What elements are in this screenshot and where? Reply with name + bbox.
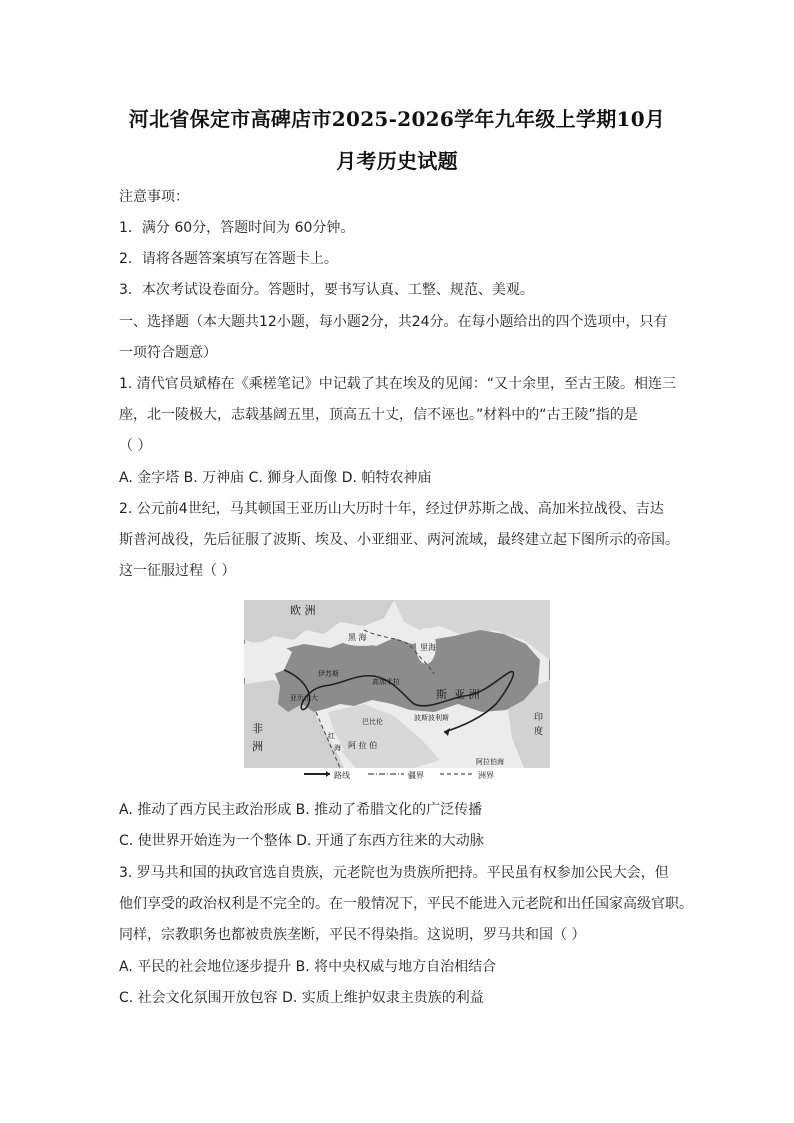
question-3-line2: 他们享受的政治权利是不完全的。在一般情况下，平民不能进入元老院和出任国家高级官职。 [119,896,693,912]
question-1-line3: （ ） [119,438,152,454]
legend-continent-label: 洲界 [478,771,494,780]
question-2-options-line2: C. 使世界开始连为一个整体 D. 开通了东西方往来的大动脉 [119,833,484,849]
label-europe: 欧 洲 [290,604,316,617]
label-issus: 伊苏斯 [318,670,339,678]
note-item-2: 2．请将各题答案填写在答题卡上。 [119,251,338,267]
alexander-empire-map [244,600,550,780]
question-1-options: A. 金字塔 B. 万神庙 C. 狮身人面像 D. 帕特农神庙 [119,470,432,486]
question-1-line1: 1. 清代官员斌椿在《乘槎笔记》中记载了其在埃及的见闻：“又十余里，至古王陵。相连三 [119,376,677,392]
question-2-line3: 这一征服过程（ ） [119,563,236,579]
page-title-line2: 月考历史试题 [336,149,458,173]
note-item-1: 1．满分 60分，答题时间为 60分钟。 [119,220,355,236]
legend-strip [244,768,550,780]
label-india-2: 度 [534,727,544,737]
label-arabian-sea: 阿拉伯海 [476,758,504,766]
label-red-sea-1: 红 [328,732,335,740]
question-3-options-line1: A. 平民的社会地位逐步提升 B. 将中央权威与地方自治相结合 [119,959,497,975]
legend-border-label: 疆界 [408,771,424,780]
question-3-line1: 3. 罗马共和国的执政官选自贵族，元老院也为贵族所把持。平民虽有权参加公民大会，但 [119,865,669,881]
note-item-3: 3．本次考试设卷面分。答题时，要书写认真、工整、规范、美观。 [119,282,534,298]
label-persepolis: 波斯波利斯 [414,714,449,722]
label-africa-2: 洲 [252,740,263,753]
section-heading-line2: 一项符合题意） [119,345,217,361]
label-red-sea-2: 海 [334,744,341,752]
legend-route-label: 路线 [334,771,350,780]
label-gaugamela: 高加米拉 [372,678,400,686]
label-arabia: 阿 拉 伯 [348,741,378,750]
label-asia: 亚 洲 [454,688,480,701]
map-svg [244,600,550,780]
question-2-line1: 2. 公元前4世纪，马其顿国王亚历山大历时十年，经过伊苏斯之战、高加米拉战役、吉达 [119,501,664,517]
question-3-options-line2: C. 社会文化氛围开放包容 D. 实质上维护奴隶主贵族的利益 [119,990,484,1006]
question-2-line2: 斯普河战役，先后征服了波斯、埃及、小亚细亚、两河流域，最终建立起下图所示的帝国。 [119,532,679,548]
question-3-line3: 同样，宗教职务也都被贵族垄断，平民不得染指。这说明，罗马共和国（ ） [119,927,586,943]
label-alexandria: 亚历山大 [290,694,318,702]
notes-heading: 注意事项： [119,189,189,205]
label-caspian: 里海 [420,643,436,652]
label-babylon: 巴比伦 [362,718,383,726]
question-2-options-line1: A. 推动了西方民主政治形成 B. 推动了希腊文化的广泛传播 [119,802,483,818]
section-heading-line1: 一、选择题（本大题共12小题，每小题2分，共24分。在每小题给出的四个选项中，只有 [119,314,668,330]
label-africa: 非 [252,722,263,735]
label-black-sea: 黑 海 [348,633,367,642]
page-title-line1: 河北省保定市高碑店市2025-2026学年九年级上学期10月 [128,107,666,131]
question-1-line2: 座，北一陵极大，志载基阔五里，顶高五十丈，信不诬也。”材料中的“古王陵”指的是 [119,407,638,423]
label-india: 印 [534,713,544,723]
label-persia: 斯 [436,688,447,701]
